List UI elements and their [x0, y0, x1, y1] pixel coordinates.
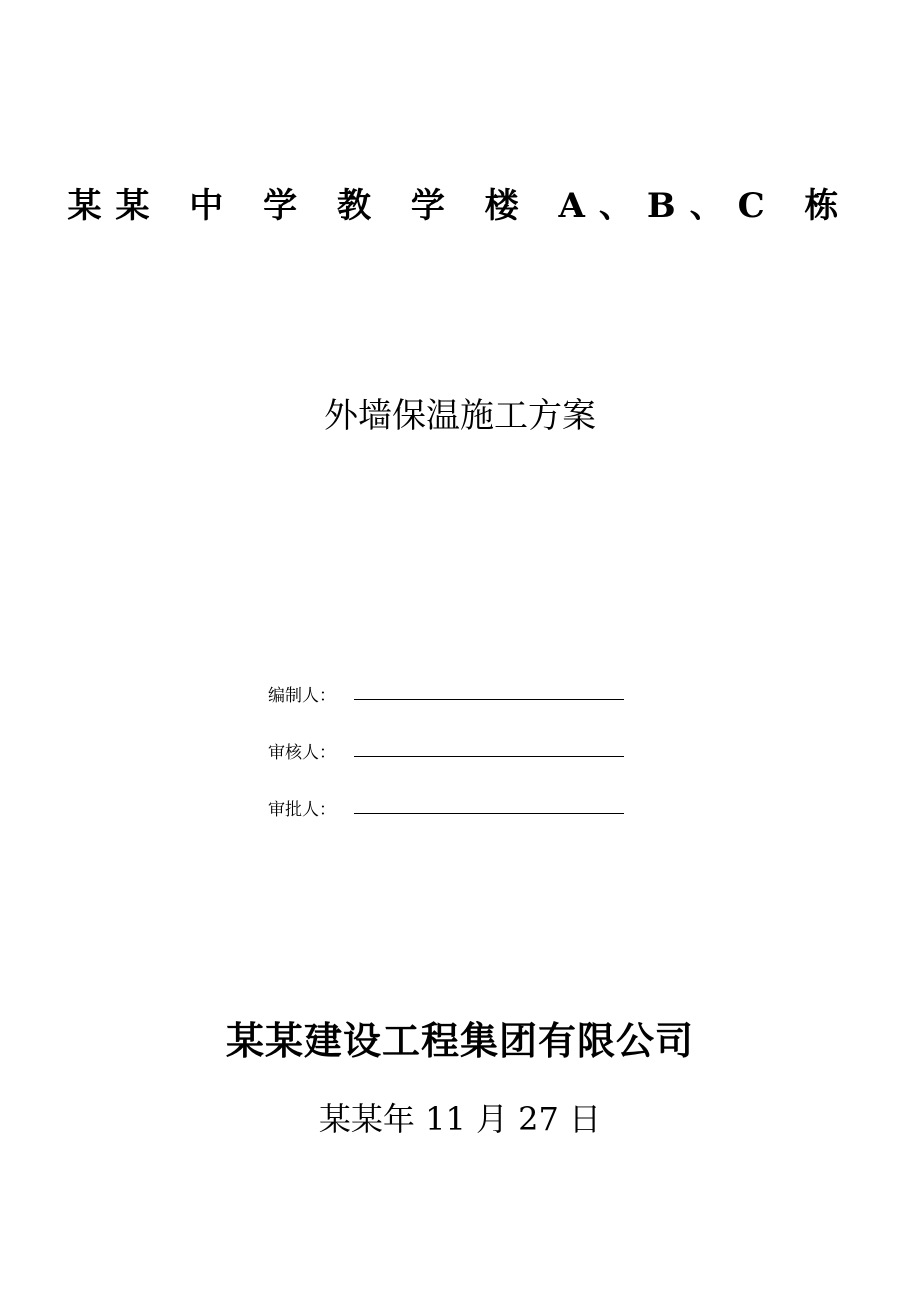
signature-row-reviewer	[268, 729, 648, 763]
approver-label: 审批人：	[268, 800, 336, 820]
approver-signature-line	[354, 813, 624, 814]
company-name: 某某建设工程集团有限公司	[225, 1018, 694, 1063]
document-title: 外墙保温施工方案	[324, 396, 596, 436]
signature-block	[268, 672, 648, 843]
signature-row-approver	[268, 786, 648, 820]
document-date: 某某年 11 月 27 日	[318, 1100, 602, 1138]
reviewer-signature-line	[354, 756, 624, 757]
project-title: 某某 中 学 教 学 楼 A、B、C 栋	[67, 186, 853, 226]
reviewer-label: 审核人：	[268, 743, 336, 763]
signature-row-author	[268, 672, 648, 706]
author-signature-line	[354, 699, 624, 700]
author-label: 编制人：	[268, 686, 336, 706]
